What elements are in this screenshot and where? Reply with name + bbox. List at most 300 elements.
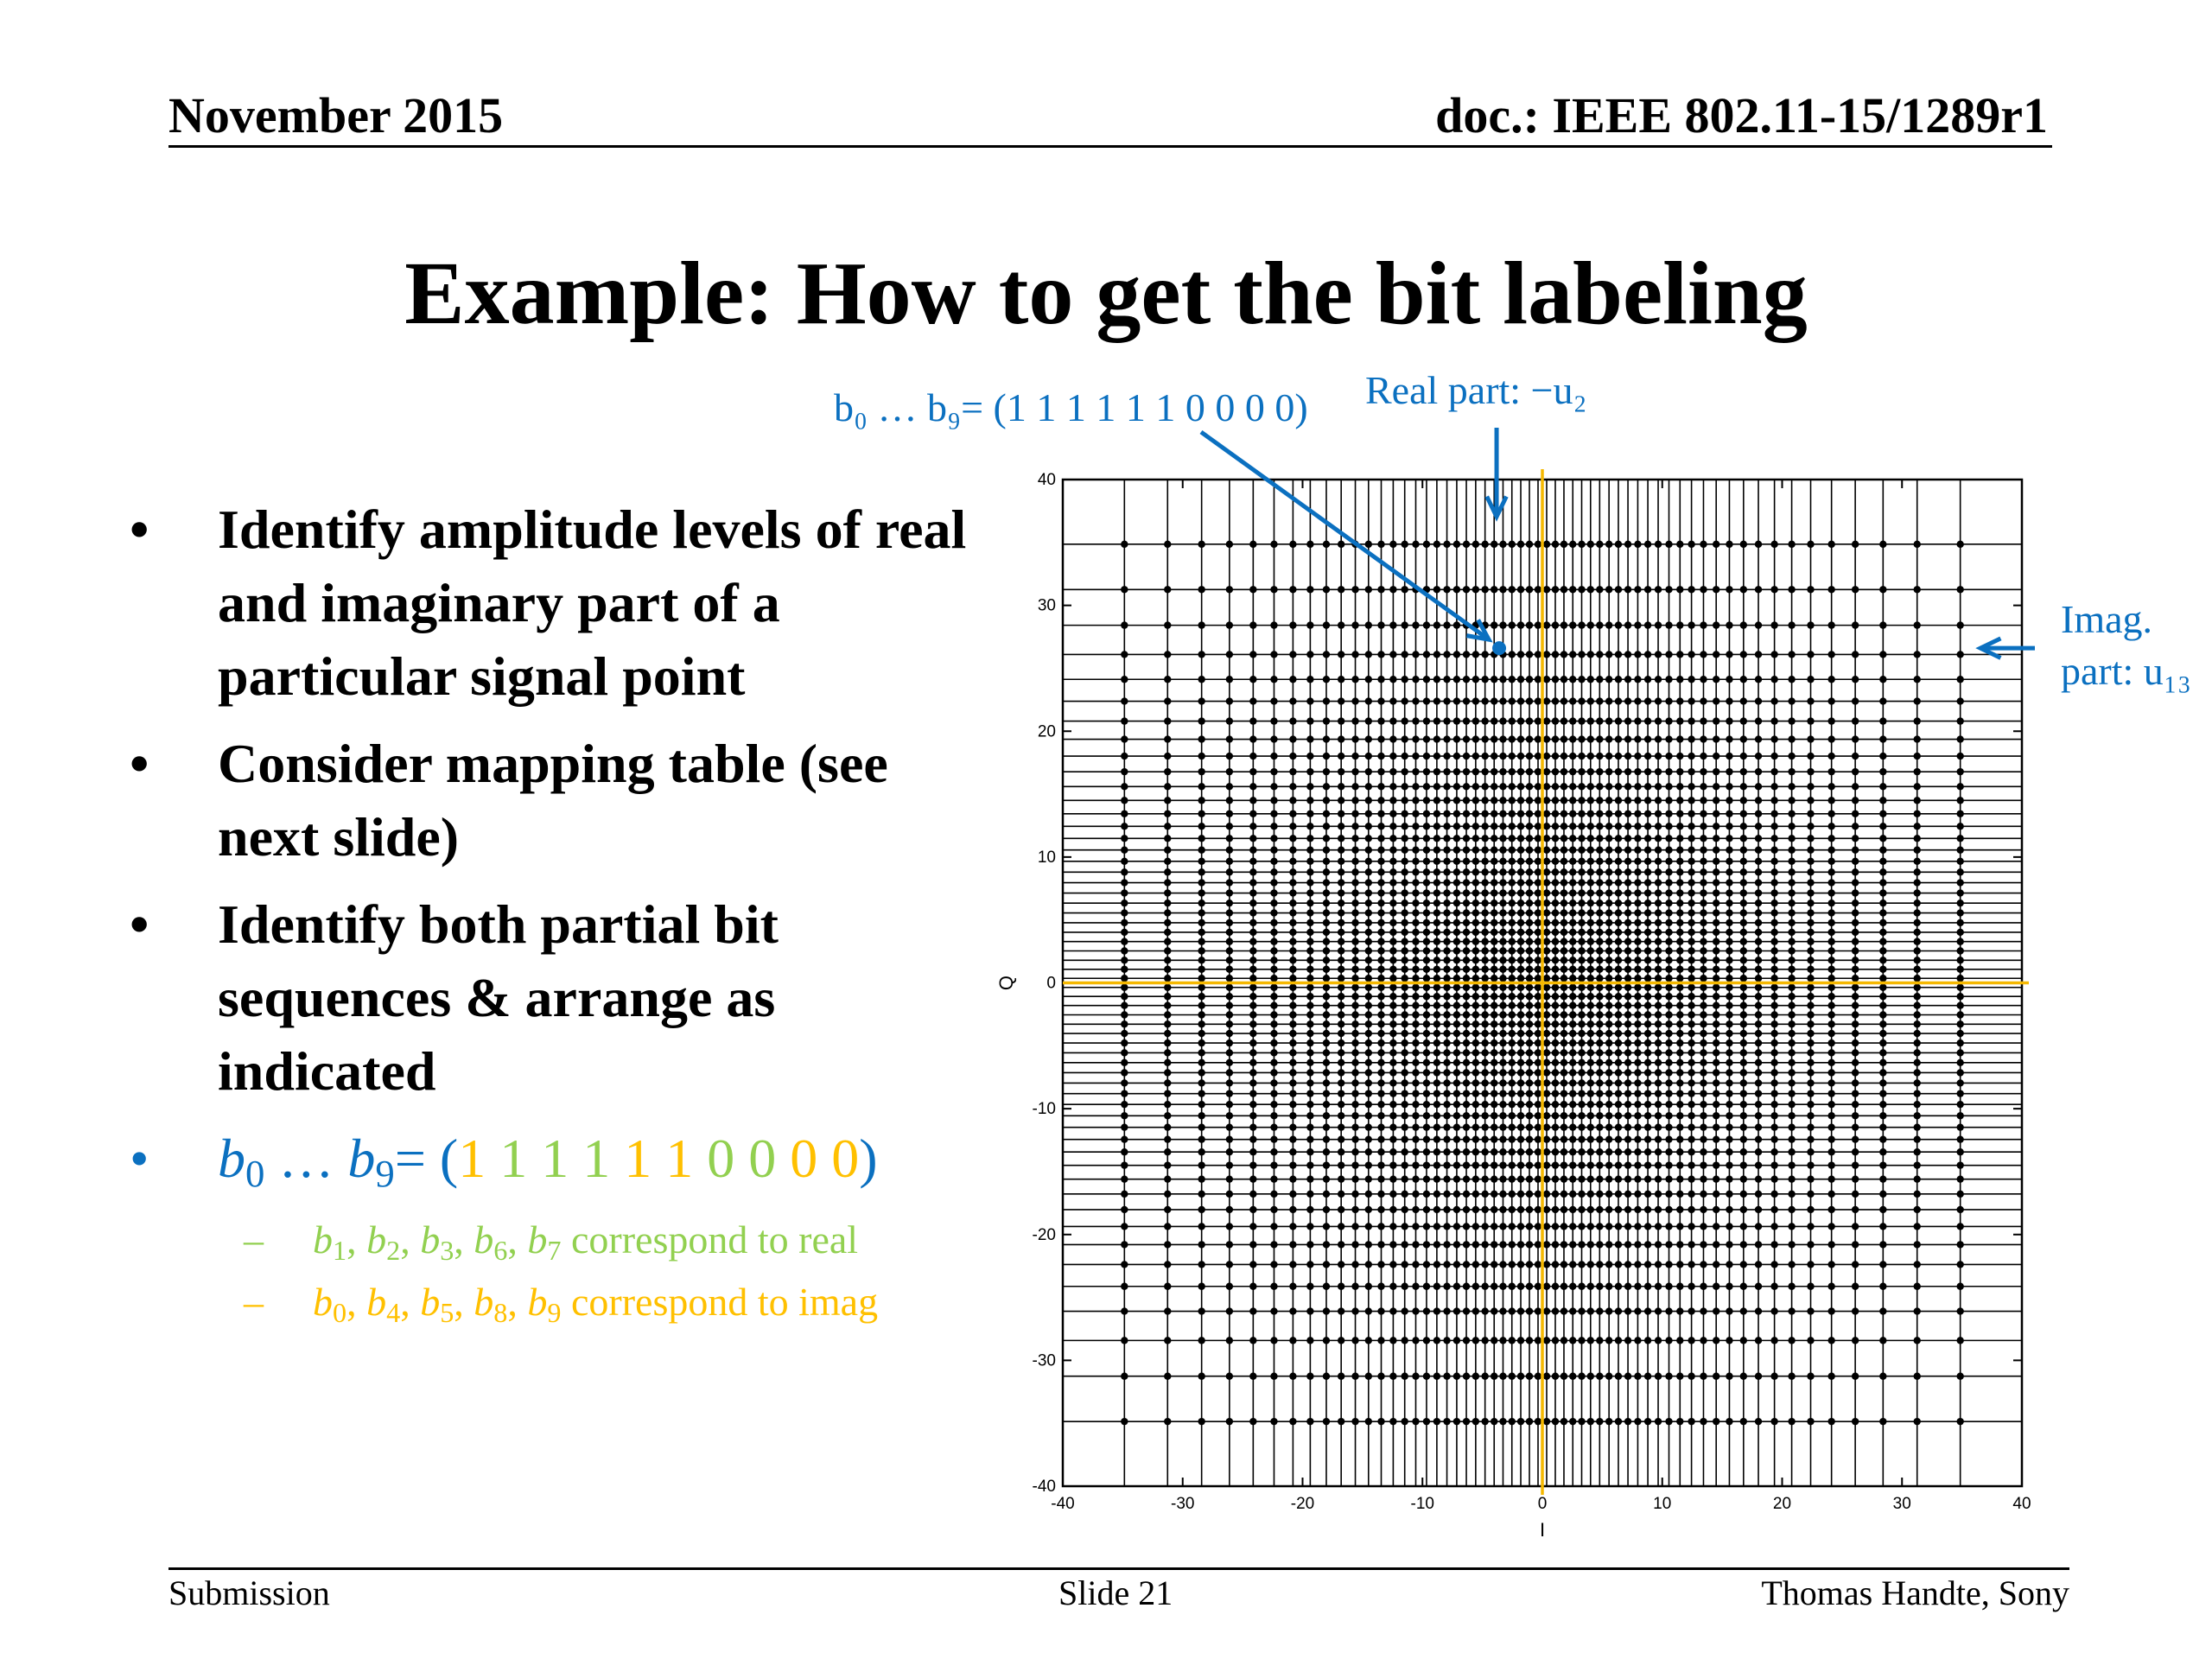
- constellation-point: [1713, 984, 1719, 991]
- constellation-point: [1270, 1161, 1277, 1168]
- constellation-point: [1552, 676, 1559, 683]
- constellation-point: [1596, 835, 1603, 842]
- constellation-point: [1713, 1123, 1719, 1130]
- constellation-point: [1852, 823, 1859, 830]
- constellation-point: [1569, 1191, 1576, 1198]
- constellation-point: [1526, 1020, 1533, 1027]
- constellation-point: [1634, 783, 1641, 790]
- constellation-point: [1472, 966, 1479, 973]
- constellation-point: [1807, 1261, 1814, 1268]
- constellation-point: [1412, 1337, 1419, 1344]
- constellation-point: [1423, 938, 1430, 945]
- constellation-point: [1226, 1307, 1233, 1314]
- constellation-point: [1306, 1002, 1313, 1009]
- constellation-point: [1879, 929, 1886, 936]
- constellation-point: [1198, 1307, 1205, 1314]
- constellation-point: [1788, 797, 1795, 804]
- constellation-point: [1463, 835, 1470, 842]
- constellation-point: [1560, 1191, 1567, 1198]
- constellation-point: [1726, 1059, 1732, 1066]
- constellation-point: [1453, 1112, 1460, 1119]
- constellation-point: [1634, 1002, 1641, 1009]
- constellation-point: [1879, 810, 1886, 817]
- constellation-point: [1453, 1283, 1460, 1290]
- constellation-point: [1443, 1059, 1450, 1066]
- constellation-point: [1560, 1223, 1567, 1230]
- constellation-point: [1365, 1307, 1372, 1314]
- constellation-point: [1956, 1069, 1963, 1076]
- constellation-point: [1587, 1079, 1594, 1086]
- constellation-point: [1569, 938, 1576, 945]
- constellation-point: [1726, 1241, 1732, 1248]
- constellation-point: [1587, 1418, 1594, 1425]
- constellation-point: [1509, 975, 1516, 982]
- constellation-point: [1713, 735, 1719, 742]
- constellation-point: [1634, 1049, 1641, 1056]
- y-tick-label: 20: [1037, 722, 1056, 741]
- constellation-point: [1377, 1161, 1384, 1168]
- constellation-point: [1526, 879, 1533, 886]
- constellation-point: [1634, 1283, 1641, 1290]
- constellation-point: [1499, 783, 1506, 790]
- constellation-point: [1605, 783, 1612, 790]
- constellation-point: [1605, 1283, 1612, 1290]
- constellation-point: [1605, 621, 1612, 628]
- constellation-point: [1655, 947, 1662, 954]
- constellation-point: [1423, 957, 1430, 963]
- constellation-point: [1578, 735, 1585, 742]
- constellation-point: [1289, 1175, 1296, 1182]
- constellation-point: [1491, 1307, 1497, 1314]
- constellation-point: [1365, 835, 1372, 842]
- constellation-point: [1713, 1418, 1719, 1425]
- constellation-point: [1453, 947, 1460, 954]
- constellation-point: [1535, 1161, 1541, 1168]
- constellation-point: [1499, 1011, 1506, 1018]
- constellation-point: [1226, 676, 1233, 683]
- constellation-point: [1365, 1039, 1372, 1046]
- constellation-point: [1770, 975, 1777, 982]
- constellation-point: [1956, 1175, 1963, 1182]
- constellation-point: [1270, 735, 1277, 742]
- constellation-point: [1402, 947, 1408, 954]
- constellation-point: [1226, 717, 1233, 724]
- constellation-point: [1676, 966, 1683, 973]
- constellation-point: [1578, 1049, 1585, 1056]
- constellation-point: [1713, 541, 1719, 548]
- constellation-point: [1615, 1223, 1622, 1230]
- constellation-point: [1535, 797, 1541, 804]
- constellation-point: [1226, 1112, 1233, 1119]
- constellation-point: [1365, 651, 1372, 658]
- constellation-point: [1481, 909, 1488, 916]
- constellation-point: [1914, 929, 1921, 936]
- constellation-point: [1578, 783, 1585, 790]
- constellation-point: [1365, 1002, 1372, 1009]
- constellation-point: [1676, 1206, 1683, 1213]
- constellation-point: [1596, 919, 1603, 926]
- constellation-point: [1644, 975, 1651, 982]
- constellation-point: [1463, 1307, 1470, 1314]
- constellation-point: [1226, 735, 1233, 742]
- constellation-point: [1402, 823, 1408, 830]
- constellation-point: [1956, 823, 1963, 830]
- constellation-point: [1596, 717, 1603, 724]
- constellation-point: [1306, 879, 1313, 886]
- constellation-point: [1726, 847, 1732, 854]
- constellation-point: [1676, 1223, 1683, 1230]
- constellation-point: [1517, 858, 1524, 865]
- constellation-point: [1624, 1337, 1631, 1344]
- constellation-point: [1463, 676, 1470, 683]
- constellation-point: [1423, 1418, 1430, 1425]
- constellation-point: [1665, 1002, 1672, 1009]
- constellation-point: [1852, 1112, 1859, 1119]
- constellation-point: [1472, 735, 1479, 742]
- constellation-point: [1433, 697, 1440, 704]
- constellation-point: [1665, 1059, 1672, 1066]
- constellation-point: [1306, 847, 1313, 854]
- constellation-point: [1615, 1112, 1622, 1119]
- constellation-point: [1807, 1148, 1814, 1155]
- constellation-point: [1700, 1241, 1707, 1248]
- constellation-point: [1644, 735, 1651, 742]
- constellation-point: [1700, 1079, 1707, 1086]
- constellation-point: [1700, 899, 1707, 906]
- y-tick-label: -10: [1032, 1100, 1056, 1119]
- constellation-point: [1578, 541, 1585, 548]
- constellation-point: [1644, 783, 1651, 790]
- constellation-point: [1615, 835, 1622, 842]
- constellation-point: [1433, 1223, 1440, 1230]
- constellation-point: [1249, 1020, 1256, 1027]
- constellation-point: [1788, 966, 1795, 973]
- constellation-point: [1412, 835, 1419, 842]
- constellation-point: [1198, 1206, 1205, 1213]
- constellation-point: [1755, 823, 1762, 830]
- constellation-point: [1121, 783, 1128, 790]
- constellation-point: [1323, 899, 1330, 906]
- constellation-point: [1596, 621, 1603, 628]
- constellation-point: [1596, 1049, 1603, 1056]
- constellation-point: [1740, 753, 1747, 760]
- constellation-point: [1423, 984, 1430, 991]
- constellation-point: [1655, 1069, 1662, 1076]
- constellation-point: [1499, 858, 1506, 865]
- constellation-point: [1491, 984, 1497, 991]
- constellation-point: [1481, 975, 1488, 982]
- constellation-point: [1306, 957, 1313, 963]
- constellation-point: [1700, 909, 1707, 916]
- constellation-point: [1624, 797, 1631, 804]
- constellation-point: [1700, 975, 1707, 982]
- constellation-point: [1323, 858, 1330, 865]
- constellation-point: [1560, 1059, 1567, 1066]
- constellation-point: [1770, 966, 1777, 973]
- constellation-point: [1198, 1373, 1205, 1380]
- constellation-point: [1914, 1191, 1921, 1198]
- constellation-point: [1121, 1020, 1128, 1027]
- constellation-point: [1453, 735, 1460, 742]
- constellation-point: [1249, 810, 1256, 817]
- constellation-point: [1517, 753, 1524, 760]
- constellation-point: [1499, 947, 1506, 954]
- constellation-point: [1306, 909, 1313, 916]
- constellation-point: [1526, 847, 1533, 854]
- constellation-point: [1443, 919, 1450, 926]
- constellation-point: [1956, 1112, 1963, 1119]
- constellation-point: [1509, 541, 1516, 548]
- constellation-point: [1481, 984, 1488, 991]
- constellation-point: [1755, 1011, 1762, 1018]
- constellation-point: [1226, 768, 1233, 775]
- y-tick-label: -20: [1032, 1225, 1056, 1244]
- constellation-point: [1688, 879, 1694, 886]
- constellation-point: [1365, 1223, 1372, 1230]
- constellation-point: [1956, 783, 1963, 790]
- constellation-point: [1526, 919, 1533, 926]
- constellation-point: [1164, 753, 1171, 760]
- constellation-point: [1389, 868, 1396, 875]
- constellation-point: [1121, 1123, 1128, 1130]
- constellation-point: [1596, 1206, 1603, 1213]
- constellation-point: [1249, 1206, 1256, 1213]
- constellation-point: [1433, 889, 1440, 896]
- x-tick-label: 0: [1537, 1495, 1548, 1513]
- constellation-point: [1289, 1002, 1296, 1009]
- constellation-point: [1472, 810, 1479, 817]
- constellation-point: [1552, 768, 1559, 775]
- constellation-point: [1676, 1161, 1683, 1168]
- constellation-point: [1560, 966, 1567, 973]
- constellation-point: [1535, 1191, 1541, 1198]
- constellation-point: [1491, 1283, 1497, 1290]
- constellation-point: [1740, 1373, 1747, 1380]
- constellation-point: [1423, 797, 1430, 804]
- constellation-point: [1644, 858, 1651, 865]
- constellation-point: [1879, 783, 1886, 790]
- constellation-point: [1377, 957, 1384, 963]
- bit-value: 1: [458, 1128, 500, 1189]
- constellation-point: [1552, 975, 1559, 982]
- constellation-point: [1605, 735, 1612, 742]
- constellation-point: [1481, 717, 1488, 724]
- constellation-point: [1605, 879, 1612, 886]
- constellation-point: [1740, 1123, 1747, 1130]
- constellation-point: [1198, 984, 1205, 991]
- constellation-point: [1676, 957, 1683, 963]
- constellation-point: [1463, 1337, 1470, 1344]
- constellation-point: [1289, 717, 1296, 724]
- constellation-point: [1535, 938, 1541, 945]
- constellation-point: [1770, 919, 1777, 926]
- constellation-point: [1270, 1030, 1277, 1037]
- constellation-point: [1770, 1175, 1777, 1182]
- constellation-point: [1788, 957, 1795, 963]
- constellation-point: [1499, 1059, 1506, 1066]
- constellation-point: [1879, 947, 1886, 954]
- constellation-point: [1323, 1039, 1330, 1046]
- constellation-point: [1644, 879, 1651, 886]
- constellation-point: [1624, 1112, 1631, 1119]
- constellation-point: [1655, 957, 1662, 963]
- constellation-point: [1249, 783, 1256, 790]
- constellation-point: [1560, 1079, 1567, 1086]
- constellation-point: [1644, 768, 1651, 775]
- constellation-point: [1676, 676, 1683, 683]
- constellation-point: [1713, 938, 1719, 945]
- constellation-point: [1535, 1148, 1541, 1155]
- constellation-point: [1509, 929, 1516, 936]
- constellation-point: [1491, 1039, 1497, 1046]
- constellation-point: [1755, 1206, 1762, 1213]
- constellation-point: [1700, 1307, 1707, 1314]
- constellation-point: [1517, 835, 1524, 842]
- constellation-point: [1270, 1283, 1277, 1290]
- constellation-point: [1526, 966, 1533, 973]
- constellation-point: [1587, 1069, 1594, 1076]
- constellation-point: [1365, 1030, 1372, 1037]
- constellation-point: [1788, 1175, 1795, 1182]
- constellation-point: [1306, 783, 1313, 790]
- constellation-point: [1552, 835, 1559, 842]
- constellation-point: [1412, 823, 1419, 830]
- constellation-point: [1665, 957, 1672, 963]
- constellation-point: [1634, 541, 1641, 548]
- constellation-point: [1543, 984, 1550, 991]
- constellation-point: [1306, 1101, 1313, 1108]
- constellation-point: [1852, 541, 1859, 548]
- constellation-point: [1412, 1002, 1419, 1009]
- constellation-point: [1615, 889, 1622, 896]
- constellation-point: [1389, 1261, 1396, 1268]
- constellation-point: [1569, 1418, 1576, 1425]
- constellation-point: [1517, 621, 1524, 628]
- constellation-point: [1453, 879, 1460, 886]
- constellation-point: [1624, 735, 1631, 742]
- constellation-point: [1914, 984, 1921, 991]
- constellation-point: [1788, 899, 1795, 906]
- constellation-point: [1740, 1135, 1747, 1142]
- constellation-point: [1402, 1011, 1408, 1018]
- constellation-point: [1472, 1090, 1479, 1096]
- constellation-point: [1289, 947, 1296, 954]
- constellation-point: [1338, 1011, 1344, 1018]
- constellation-point: [1499, 541, 1506, 548]
- constellation-point: [1879, 957, 1886, 963]
- constellation-point: [1249, 1011, 1256, 1018]
- constellation-point: [1827, 835, 1834, 842]
- constellation-point: [1365, 1261, 1372, 1268]
- constellation-point: [1560, 783, 1567, 790]
- constellation-point: [1472, 947, 1479, 954]
- constellation-point: [1443, 899, 1450, 906]
- constellation-point: [1198, 929, 1205, 936]
- constellation-point: [1499, 984, 1506, 991]
- constellation-point: [1351, 993, 1358, 1000]
- constellation-point: [1306, 1223, 1313, 1230]
- constellation-point: [1365, 879, 1372, 886]
- constellation-point: [1605, 1049, 1612, 1056]
- constellation-point: [1499, 879, 1506, 886]
- constellation-point: [1198, 889, 1205, 896]
- constellation-point: [1569, 1148, 1576, 1155]
- constellation-point: [1499, 1101, 1506, 1108]
- constellation-point: [1323, 1223, 1330, 1230]
- constellation-point: [1509, 919, 1516, 926]
- constellation-point: [1624, 753, 1631, 760]
- constellation-point: [1306, 621, 1313, 628]
- constellation-point: [1587, 697, 1594, 704]
- constellation-point: [1499, 868, 1506, 875]
- constellation-point: [1198, 1418, 1205, 1425]
- constellation-point: [1634, 1307, 1641, 1314]
- constellation-point: [1644, 586, 1651, 593]
- constellation-point: [1472, 919, 1479, 926]
- constellation-point: [1338, 947, 1344, 954]
- constellation-point: [1755, 889, 1762, 896]
- constellation-point: [1615, 1090, 1622, 1096]
- constellation-point: [1472, 1020, 1479, 1027]
- constellation-point: [1351, 899, 1358, 906]
- constellation-point: [1624, 975, 1631, 982]
- constellation-point: [1499, 1090, 1506, 1096]
- constellation-point: [1423, 541, 1430, 548]
- constellation-point: [1481, 1175, 1488, 1182]
- constellation-point: [1306, 966, 1313, 973]
- constellation-point: [1740, 975, 1747, 982]
- constellation-point: [1499, 1020, 1506, 1027]
- constellation-point: [1481, 783, 1488, 790]
- constellation-point: [1956, 847, 1963, 854]
- constellation-point: [1569, 1011, 1576, 1018]
- constellation-point: [1879, 1223, 1886, 1230]
- constellation-point: [1472, 697, 1479, 704]
- constellation-point: [1788, 993, 1795, 1000]
- constellation-point: [1578, 966, 1585, 973]
- constellation-point: [1700, 1337, 1707, 1344]
- constellation-point: [1688, 1020, 1694, 1027]
- constellation-point: [1338, 1307, 1344, 1314]
- constellation-point: [1956, 947, 1963, 954]
- constellation-point: [1624, 889, 1631, 896]
- constellation-point: [1351, 1020, 1358, 1027]
- constellation-point: [1164, 966, 1171, 973]
- constellation-point: [1270, 1011, 1277, 1018]
- constellation-point: [1688, 858, 1694, 865]
- constellation-point: [1198, 993, 1205, 1000]
- constellation-point: [1596, 1283, 1603, 1290]
- constellation-point: [1644, 1418, 1651, 1425]
- constellation-point: [1827, 1112, 1834, 1119]
- constellation-point: [1338, 858, 1344, 865]
- constellation-point: [1270, 957, 1277, 963]
- constellation-point: [1713, 768, 1719, 775]
- constellation-point: [1665, 735, 1672, 742]
- constellation-point: [1807, 1002, 1814, 1009]
- constellation-point: [1615, 984, 1622, 991]
- constellation-point: [1605, 1123, 1612, 1130]
- constellation-point: [1665, 1307, 1672, 1314]
- constellation-point: [1755, 1283, 1762, 1290]
- constellation-point: [1351, 957, 1358, 963]
- constellation-point: [1755, 919, 1762, 926]
- constellation-point: [1526, 1223, 1533, 1230]
- constellation-point: [1788, 947, 1795, 954]
- constellation-point: [1164, 783, 1171, 790]
- constellation-point: [1423, 735, 1430, 742]
- constellation-point: [1412, 1223, 1419, 1230]
